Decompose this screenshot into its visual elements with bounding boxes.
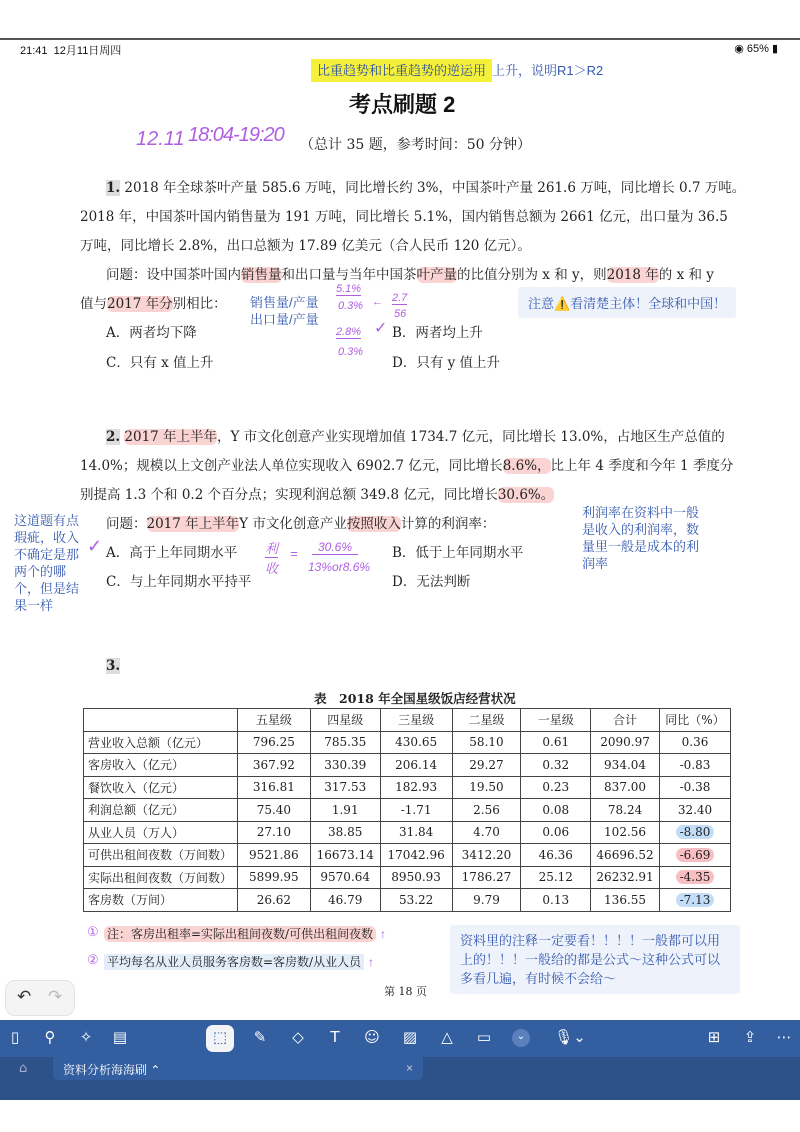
hand-num: 2.7 <box>392 292 408 304</box>
status-date: 12月11日周四 <box>53 45 122 57</box>
table-cell: 9521.86 <box>237 844 310 867</box>
q1-number: 1. <box>106 180 121 196</box>
table-cell: 8950.93 <box>380 866 452 889</box>
note-1 <box>104 925 386 942</box>
table-cell: 5899.95 <box>237 866 310 889</box>
add-page-icon[interactable]: ⊞ <box>707 1028 721 1046</box>
subtitle: （总计 35 题，参考时间：50 分钟） <box>300 137 531 153</box>
table-cell: 二星级 <box>452 709 521 732</box>
arrow-left-icon: ← <box>372 296 383 308</box>
q3-comment <box>450 925 740 994</box>
table-header-row <box>84 709 731 732</box>
q-highlight: 2017 年上半年 <box>146 516 240 532</box>
hand-den: 56 <box>394 308 407 320</box>
table-cell: 四星级 <box>310 709 380 732</box>
q-text: 问题： <box>106 516 147 532</box>
hand-den: 13%or8.6% <box>308 560 371 574</box>
q-highlight: 30.6%。 <box>497 487 555 503</box>
q1-question-line2 <box>80 292 227 312</box>
table-cell: 206.14 <box>380 754 452 777</box>
q1-text: 2018 年全球茶叶产量 585.6 万吨，同比增长约 3%，中国茶叶产量 261.6 万吨，同比增长 0.7 万吨。 <box>124 180 746 196</box>
highlight-note: 比重趋势和比重趋势的逆运用 <box>311 59 492 82</box>
checkmark-icon: ✓ <box>87 536 103 556</box>
table-cell: 796.25 <box>237 731 310 754</box>
checkmark-icon: ✓ <box>374 320 388 337</box>
search-icon[interactable]: ⚲ <box>44 1028 56 1046</box>
q1-option-b[interactable]: B．两者均上升 <box>392 325 483 341</box>
q2-left-note <box>14 512 79 614</box>
note-1-text: 注：客房出租率=实际出租间夜数/可供出租间夜数 <box>104 926 376 942</box>
note-line: 不确定是那 <box>14 547 80 562</box>
hand-num: 5.1% <box>336 283 362 295</box>
q2-number: 2. <box>106 429 121 445</box>
undo-redo-panel <box>5 980 75 1016</box>
table-cell: 五星级 <box>237 709 310 732</box>
redo-icon[interactable]: ↷ <box>48 987 63 1007</box>
hand-date: 12.11 <box>136 128 185 150</box>
document-settings-icon[interactable]: ▤ <box>112 1028 128 1046</box>
q-highlight: 2017 年上半年 <box>124 429 218 445</box>
row-label: 客房收入（亿元） <box>84 754 238 777</box>
mark-1: ① <box>87 924 99 939</box>
note-line: 润率 <box>582 556 609 571</box>
table-cell: 785.35 <box>310 731 380 754</box>
q-text: 问题：设中国茶叶国内 <box>106 267 241 283</box>
table-cell: 26.62 <box>237 889 310 912</box>
q-text: 14.0%；规模以上文创产业法人单位实现收入 6902.7 亿元，同比增长 <box>80 458 503 474</box>
lasso-select-icon[interactable]: ⬚ <box>206 1025 234 1052</box>
undo-icon[interactable]: ↶ <box>17 987 32 1007</box>
ai-sparkle-icon[interactable]: ✧ <box>79 1028 93 1046</box>
pen-icon[interactable]: ✎ <box>253 1028 267 1046</box>
table-row <box>84 799 731 822</box>
q-highlight: 销售量 <box>241 267 282 283</box>
battery-icon: ▮ <box>771 43 778 55</box>
note-line: 两个的哪 <box>14 564 67 579</box>
close-tab-icon[interactable]: × <box>405 1061 413 1075</box>
q-highlight: 2018 年 <box>606 267 659 283</box>
q1-option-d[interactable]: D．只有 y 值上升 <box>392 355 501 371</box>
row-label: 客房数（万间） <box>84 889 238 912</box>
note-line: 量里一般是成本的利 <box>582 539 700 554</box>
q1-line1 <box>106 176 745 196</box>
note-2-text: 平均每名从业人员服务客房数=客房数/从业人员 <box>104 954 364 970</box>
q1-question <box>106 263 714 283</box>
table-row <box>84 776 731 799</box>
table-row <box>84 754 731 777</box>
table-cell: 102.56 <box>591 821 660 844</box>
hand-time: 18:04-19:20 <box>188 124 284 146</box>
table-cell: 0.23 <box>521 776 591 799</box>
q2-line2 <box>80 454 733 474</box>
table-cell: 19.50 <box>452 776 521 799</box>
q-text: ，Y 市文化创意产业实现增加值 1734.7 亿元，同比增长 13.0%，占地区生产总值的 <box>217 429 725 445</box>
image-icon[interactable]: ▨ <box>402 1028 418 1046</box>
note-line: 多看几遍，有时候不会给～ <box>460 971 617 986</box>
table-cell: 27.10 <box>237 821 310 844</box>
row-label: 餐饮收入（亿元） <box>84 776 238 799</box>
table-cell: 同比（%） <box>660 709 731 732</box>
table-cell: 16673.14 <box>310 844 380 867</box>
tab-bar <box>0 1057 800 1100</box>
q-text: 值与 <box>80 296 107 312</box>
table-row <box>84 844 731 867</box>
table-cell: -0.38 <box>660 776 731 799</box>
table-cell: 29.27 <box>452 754 521 777</box>
sidebar-icon[interactable]: ▯ <box>10 1028 20 1046</box>
eraser-icon[interactable]: ◇ <box>292 1028 304 1046</box>
table-cell: 136.55 <box>591 889 660 912</box>
table-cell: 317.53 <box>310 776 380 799</box>
table-cell: 430.65 <box>380 731 452 754</box>
table-cell: 17042.96 <box>380 844 452 867</box>
arrow-up-icon: ↑ <box>379 927 386 941</box>
note-line: 上的！！！一般给的都是公式～这种公式可以 <box>460 952 721 967</box>
row-label: 从业人员（万人） <box>84 821 238 844</box>
table-cell: 0.61 <box>521 731 591 754</box>
q2-question <box>106 512 495 532</box>
header-annotation <box>311 60 603 79</box>
table-cell: -0.83 <box>660 754 731 777</box>
hand-num: 利 <box>265 538 278 558</box>
home-icon[interactable]: ⌂ <box>19 1061 28 1076</box>
table-cell: 1786.27 <box>452 866 521 889</box>
table-cell: 0.08 <box>521 799 591 822</box>
table-row <box>84 821 731 844</box>
chevron-up-icon[interactable]: ⌃ <box>150 1063 161 1077</box>
table-cell: 367.92 <box>237 754 310 777</box>
q2-line3 <box>80 483 554 503</box>
tab-document[interactable] <box>53 1057 423 1080</box>
table-cell: 一星级 <box>521 709 591 732</box>
note-line: 资料里的注释一定要看！！！！一般都可以用 <box>460 933 721 948</box>
sticky-note-icon[interactable]: ▭ <box>476 1028 492 1046</box>
q-text: 比上年 4 季度和今年 1 季度分 <box>550 458 734 474</box>
table-cell: 9570.64 <box>310 866 380 889</box>
q3-num: 3. <box>106 658 121 674</box>
table-cell: 2090.97 <box>591 731 660 754</box>
chevron-down-icon[interactable]: ⌄ <box>512 1029 530 1047</box>
equals-sign: = <box>290 546 298 561</box>
hand-den: 收 <box>265 561 279 576</box>
note-2 <box>104 953 374 970</box>
table-title: 表 2018 年全国星级饭店经营状况 <box>314 691 516 706</box>
table-cell: 46.36 <box>521 844 591 867</box>
table-cell: 三星级 <box>380 709 452 732</box>
q2-right-note <box>582 504 699 572</box>
q1-option-c[interactable]: C．只有 x 值上升 <box>106 355 214 371</box>
table-cell: -1.71 <box>380 799 452 822</box>
table-cell: 26232.91 <box>591 866 660 889</box>
mark-2: ② <box>87 952 99 967</box>
q2-option-a[interactable]: A．高于上年同期水平 <box>106 545 238 561</box>
hotel-table <box>83 708 731 912</box>
status-bar <box>0 38 800 56</box>
row-label: 实际出租间夜数（万间数） <box>84 866 238 889</box>
table-cell: 58.10 <box>452 731 521 754</box>
battery-level: 65% <box>746 43 769 55</box>
table-cell: 316.81 <box>237 776 310 799</box>
q1-option-a[interactable]: A．两者均下降 <box>106 325 197 341</box>
table-cell: 182.93 <box>380 776 452 799</box>
table-cell: 38.85 <box>310 821 380 844</box>
table-cell: 2.56 <box>452 799 521 822</box>
row-label <box>84 709 238 732</box>
table-row <box>84 731 731 754</box>
more-icon[interactable]: ⋯ <box>776 1028 792 1046</box>
q2-option-c[interactable]: C．与上年同期水平持平 <box>106 574 252 590</box>
table-cell: 53.22 <box>380 889 452 912</box>
hand-den: 0.3% <box>338 346 364 358</box>
highlighted-value: -4.35 <box>676 870 715 884</box>
table-cell: 32.40 <box>660 799 731 822</box>
share-icon[interactable]: ⇪ <box>743 1028 757 1046</box>
q-text: 别相比： <box>172 296 227 312</box>
q1-line2: 2018 年，中国茶叶国内销售量为 191 万吨，同比增长 5.1%，国内销售总额为 2661 亿元，出口量为 36.5 <box>80 209 728 225</box>
table-row <box>84 889 731 912</box>
shapes-icon[interactable]: △ <box>441 1028 453 1046</box>
q-text: 的比值分别为 x 和 y，则 <box>457 267 607 283</box>
q-text: 别提高 1.3 个和 0.2 个百分点；实现利润总额 349.8 亿元，同比增长 <box>80 487 498 503</box>
q2-option-d[interactable]: D．无法判断 <box>392 574 471 590</box>
wifi-icon: ◉ <box>734 43 747 55</box>
q3-number <box>106 658 120 674</box>
highlighted-value: -6.69 <box>676 848 715 862</box>
q-highlight: 2017 年分 <box>107 296 173 312</box>
note-line: 利润率在资料中一般 <box>582 505 700 520</box>
annot-label-1: 销售量/产量 <box>250 295 319 310</box>
hand-num: 2.8% <box>336 326 362 338</box>
table-cell: 75.40 <box>237 799 310 822</box>
highlighted-value: -8.80 <box>676 825 715 839</box>
hand-den: 0.3% <box>338 300 364 312</box>
table-cell: 330.39 <box>310 754 380 777</box>
text-box-icon[interactable]: T <box>330 1028 340 1046</box>
table-cell: 3412.20 <box>452 844 521 867</box>
arrow-up-icon: ↑ <box>367 955 374 969</box>
q-text: 和出口量与当年中国茶 <box>281 267 417 283</box>
q-text: Y 市文化创意产业 <box>239 516 347 532</box>
header-note-trailing: 上升，说明R1＞R2 <box>492 63 604 78</box>
table-cell: 0.36 <box>660 731 731 754</box>
q2-option-b[interactable]: B．低于上年同期水平 <box>392 545 524 561</box>
table-cell: 46.79 <box>310 889 380 912</box>
q-highlight: 8.6%， <box>502 458 551 474</box>
microphone-icon[interactable]: 🎙︎⌄ <box>554 1028 586 1046</box>
table-cell <box>660 844 731 867</box>
q-text: 计算的利润率： <box>400 516 496 532</box>
table-cell: 25.12 <box>521 866 591 889</box>
q2-line1 <box>106 425 725 445</box>
note-line: 这道题有点 <box>14 513 80 528</box>
row-label: 可供出租间夜数（万间数） <box>84 844 238 867</box>
table-cell: 9.79 <box>452 889 521 912</box>
table-cell: 46696.52 <box>591 844 660 867</box>
q1-note: 注意⚠️看清楚主体！全球和中国！ <box>518 287 736 318</box>
table-cell: 78.24 <box>591 799 660 822</box>
table-cell: 1.91 <box>310 799 380 822</box>
note-line: 个，但是结 <box>14 581 80 596</box>
row-label: 营业收入总额（亿元） <box>84 731 238 754</box>
table-cell: 0.32 <box>521 754 591 777</box>
annot-label-2: 出口量/产量 <box>250 312 319 327</box>
table-cell <box>660 821 731 844</box>
table-cell: 934.04 <box>591 754 660 777</box>
note-line: 果一样 <box>14 598 54 613</box>
table-cell <box>660 889 731 912</box>
q1-line3: 万吨，同比增长 2.8%，出口总额为 17.89 亿美元（合人民币 120 亿元）。 <box>80 238 531 254</box>
table-cell: 31.84 <box>380 821 452 844</box>
status-time: 21:41 <box>20 45 48 57</box>
table-cell <box>660 866 731 889</box>
tab-title: 资料分析海海刷 <box>63 1063 148 1077</box>
table-row <box>84 866 731 889</box>
row-label: 利润总额（亿元） <box>84 799 238 822</box>
note-line: 是收入的利润率，数 <box>582 522 700 537</box>
q-highlight: 叶产量 <box>416 267 457 283</box>
sticker-icon[interactable]: ☺ <box>364 1028 380 1046</box>
hand-num: 30.6% <box>312 540 358 555</box>
q-text: 的 x 和 y <box>658 267 714 283</box>
q-highlight: 按照收入 <box>346 516 401 532</box>
table-cell: 0.13 <box>521 889 591 912</box>
toolbar <box>0 1020 800 1057</box>
table-cell: 合计 <box>591 709 660 732</box>
table-cell: 0.06 <box>521 821 591 844</box>
page-number: 第 18 页 <box>384 985 427 998</box>
highlighted-value: -7.13 <box>676 893 715 907</box>
table-cell: 4.70 <box>452 821 521 844</box>
note-line: 瑕疵，收入 <box>14 530 80 545</box>
page-title: 考点刷题 2 <box>349 92 456 117</box>
table-cell: 837.00 <box>591 776 660 799</box>
